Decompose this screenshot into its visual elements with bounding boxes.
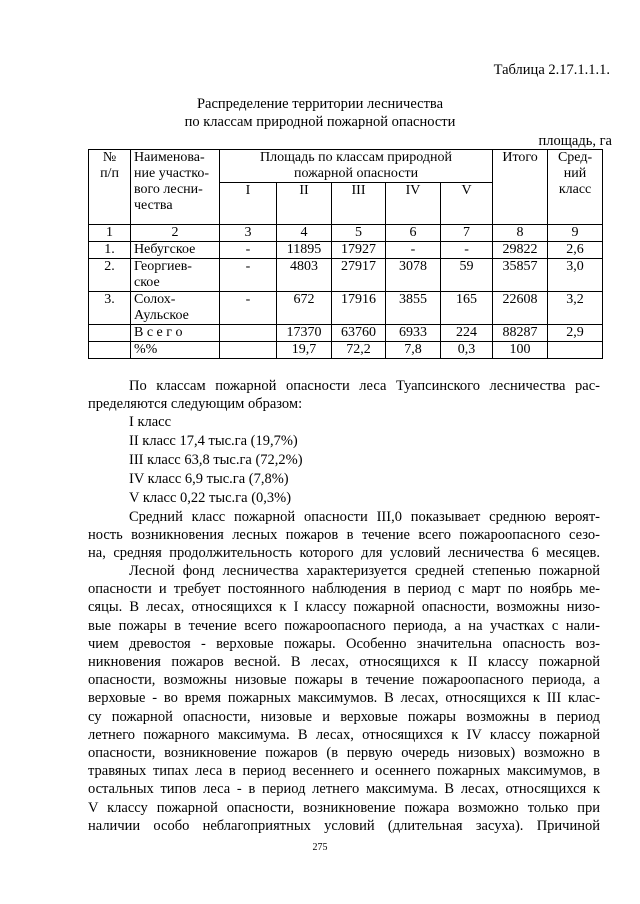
percent-label: %% [131,342,220,359]
cell: 7,8 [386,342,441,359]
cell: 4803 [277,259,332,292]
cell-avg [548,342,603,359]
cell-empty [89,325,131,342]
cell: 165 [441,292,493,325]
cell: 17927 [332,242,386,259]
cell: 17916 [332,292,386,325]
fire-danger-table [88,149,603,359]
table-row [89,292,603,325]
col-number: 4 [277,225,332,242]
cell-total: 35857 [493,259,548,292]
cell: 672 [277,292,332,325]
cell: 3078 [386,259,441,292]
cell: - [220,242,277,259]
cell-total: 88287 [493,325,548,342]
header-row [89,150,603,183]
col-number: 1 [89,225,131,242]
paragraph-forest-fund: Лесной фонд лесничества характеризуется средней степенью пожарной опасности и требует постоянного наблюдения в период с март по ноябрь ме- сяцы. В лесах, относящихся к I классу пожарной опасности, возможны низо- вые пожары в течение всего пожароопасного периода, а на участках с нали- чием древостоя - верховые пожары. Особенно значительна опасность воз- никновения пожаров весной. В лесах, относящихся к II классу пожарной опасности, возможны низовые пожары в течение пожароопасного периода, а верховые - во время пожарных максимумов. В лесах, относящихся к III клас- су пожарной опасности, низовые и верховые пожары возможны в период летнего пожарного максимума. В лесах, относящихся к IV классу пожарной опасности, возникновение пожаров (в первую очередь низовых) возможно в травяных типах леса в период весеннего и осеннего пожарных максимумов, в остальных типов леса - в период летнего максимума. В лесах, относящихся к V классу пожарной опасности, возникновение пожара возможно только при наличии особо неблагоприятных условий (длительная засуха). Причиной [88,563,600,834]
cell-total: 100 [493,342,548,359]
cell-avg: 3,2 [548,292,603,325]
paragraph-classes-intro: По классам пожарной опасности леса Туапсинского лесничества рас- пределяются следующим образом: [88,378,600,413]
table-row [89,242,603,259]
column-numbers-row [89,225,603,242]
header-class-4: IV [386,183,441,225]
cell [220,342,277,359]
table-number: Таблица 2.17.1.1.1. [493,62,610,78]
percent-row [89,342,603,359]
col-number: 7 [441,225,493,242]
cell [220,325,277,342]
header-area: Площадь по классам природной пожарной опасности [220,150,493,183]
cell: 11895 [277,242,332,259]
total-label: В с е г о [131,325,220,342]
header-avg-class: Сред- ний класс [548,150,603,225]
col-number: 6 [386,225,441,242]
cell: 17370 [277,325,332,342]
cell: - [220,259,277,292]
page-number: 275 [312,842,328,853]
table-title-line-2: по классам природной пожарной опасности [184,114,456,130]
paragraph-average-class: Средний класс пожарной опасности III,0 показывает среднюю вероят- ность возникновения лесных пожаров в течение всего пожароопасного сезо- на, средняя продолжительность которого для условий лесничества 6 месяцев. [88,509,600,562]
table-row [89,259,603,292]
cell-total: 29822 [493,242,548,259]
cell: 0,3 [441,342,493,359]
col-number: 9 [548,225,603,242]
cell: 27917 [332,259,386,292]
col-number: 8 [493,225,548,242]
units-label: площадь, га [538,133,612,149]
class-list-item: V класс 0,22 тыс.га (0,3%) [129,490,292,506]
cell: 72,2 [332,342,386,359]
cell: - [220,292,277,325]
col-number: 5 [332,225,386,242]
row-num: 3. [89,292,131,325]
header-class-5: V [441,183,493,225]
class-list-item: II класс 17,4 тыс.га (19,7%) [129,433,298,449]
cell: 19,7 [277,342,332,359]
class-list-item: I класс [129,414,172,430]
cell: - [386,242,441,259]
cell-avg: 2,9 [548,325,603,342]
cell-avg: 3,0 [548,259,603,292]
row-name: Небугское [131,242,220,259]
cell-empty [89,342,131,359]
row-num: 1. [89,242,131,259]
cell: 63760 [332,325,386,342]
cell: - [441,242,493,259]
row-name: Георгиев- ское [131,259,220,292]
header-class-2: II [277,183,332,225]
header-num: № п/п [89,150,131,225]
table-title-line-1: Распределение территории лесничества [196,96,444,112]
cell-avg: 2,6 [548,242,603,259]
cell: 3855 [386,292,441,325]
header-class-1: I [220,183,277,225]
class-list-item: IV класс 6,9 тыс.га (7,8%) [129,471,289,487]
class-list-item: III класс 63,8 тыс.га (72,2%) [129,452,303,468]
header-total: Итого [493,150,548,225]
cell: 59 [441,259,493,292]
col-number: 3 [220,225,277,242]
cell: 224 [441,325,493,342]
row-num: 2. [89,259,131,292]
cell: 6933 [386,325,441,342]
cell-total: 22608 [493,292,548,325]
total-row [89,325,603,342]
col-number: 2 [131,225,220,242]
header-class-3: III [332,183,386,225]
header-name: Наименова- ние участко- вого лесни- чества [131,150,220,225]
row-name: Солох- Аульское [131,292,220,325]
